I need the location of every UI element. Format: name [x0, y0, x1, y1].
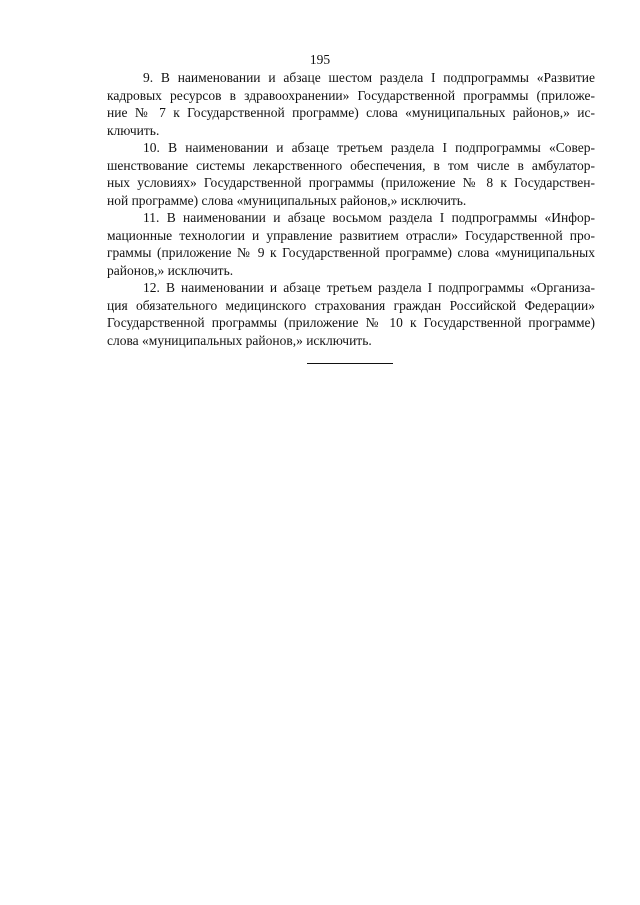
- paragraph-10: [107, 139, 595, 209]
- page-number: 195: [309, 52, 331, 67]
- paragraph-line: Государственной программы (приложение № 10 к Государственной программе): [107, 315, 595, 330]
- paragraph-line: ной программе) слова «муниципальных районов,» исключить.: [107, 192, 467, 208]
- paragraph-12: [107, 279, 595, 349]
- paragraph-line: ных условиях» Государственной программы (приложение № 8 к Государствен-: [107, 175, 595, 190]
- document-body: [107, 69, 595, 349]
- paragraph-line: шенствование системы лекарственного обеспечения, в том числе в амбулатор-: [107, 157, 595, 173]
- paragraph-11: [107, 209, 595, 279]
- paragraph-line: кадровых ресурсов в здравоохранении» Государственной программы (приложе-: [107, 87, 595, 103]
- paragraph-line: мационные технологии и управление развитием отрасли» Государственной про-: [107, 227, 595, 243]
- paragraph-line: слова «муниципальных районов,» исключить.: [107, 332, 372, 348]
- end-of-text-rule: [307, 363, 393, 364]
- paragraph-line: 10. В наименовании и абзаце третьем раздела I подпрограммы «Совер-: [143, 140, 595, 155]
- paragraph-line: граммы (приложение № 9 к Государственной программе) слова «муниципальных: [107, 245, 595, 260]
- paragraph-line: 12. В наименовании и абзаце третьем раздела I подпрограммы «Организа-: [143, 280, 595, 295]
- paragraph-line: ция обязательного медицинского страхования граждан Российской Федерации»: [107, 297, 595, 313]
- paragraph-9: [107, 69, 595, 139]
- paragraph-line: ключить.: [107, 122, 160, 138]
- paragraph-line: 11. В наименовании и абзаце восьмом раздела I подпрограммы «Инфор-: [143, 210, 595, 225]
- paragraph-line: 9. В наименовании и абзаце шестом раздела I подпрограммы «Развитие: [143, 70, 595, 85]
- paragraph-line: ние № 7 к Государственной программе) слова «муниципальных районов,» ис-: [107, 105, 595, 120]
- paragraph-line: районов,» исключить.: [107, 262, 234, 278]
